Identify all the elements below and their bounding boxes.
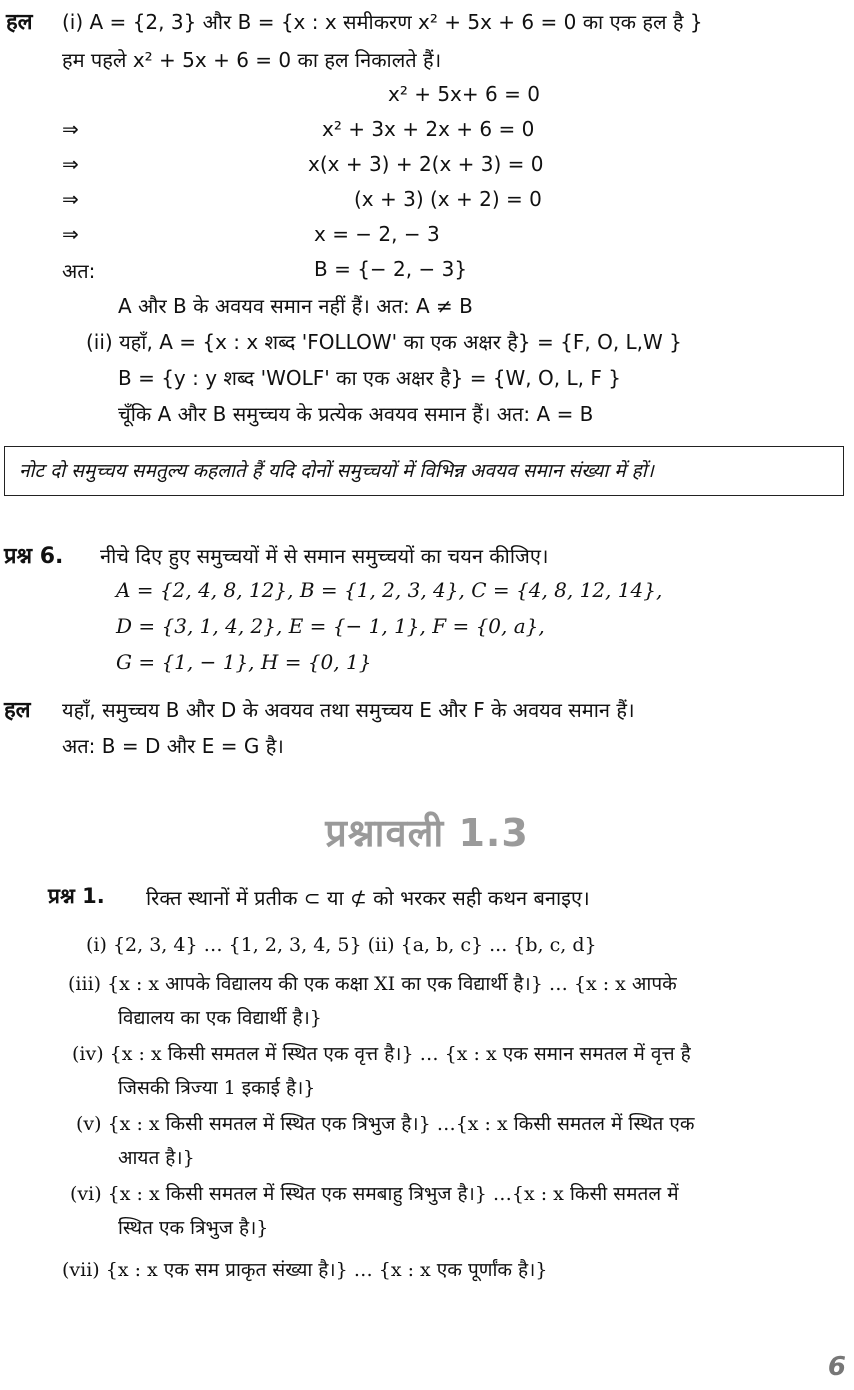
equation-line: B = {− 2, − 3} (314, 257, 468, 281)
question-part: स्थित एक त्रिभुज है।} (118, 1217, 269, 1239)
solution-line: हम पहले x² + 5x + 6 = 0 का हल निकालते हैं। (62, 48, 442, 72)
note-box (4, 446, 844, 496)
question-part: (iv) {x : x किसी समतल में स्थित एक वृत्त है।} … {x : x एक समान समतल में वृत्त है (72, 1043, 691, 1065)
question-text: नीचे दिए हुए समुच्चयों में से समान समुच्चयों का चयन कीजिए। (100, 544, 549, 568)
question-label: प्रश्न 1. (48, 884, 105, 908)
question-label: प्रश्न 6. (4, 544, 64, 569)
implies-arrow: ⇒ (62, 152, 79, 176)
solution-label: हल (4, 698, 31, 723)
equation-line: x² + 5x+ 6 = 0 (388, 82, 540, 106)
equation-line: x² + 3x + 2x + 6 = 0 (322, 117, 535, 141)
question-part: (i) {2, 3, 4} … {1, 2, 3, 4, 5} (ii) {a, b, c} ... {b, c, d} (86, 934, 597, 956)
question-part: (iii) {x : x आपके विद्यालय की एक कक्षा XI का एक विद्यार्थी है।} … {x : x आपके (68, 973, 677, 995)
set-line: A = {2, 4, 8, 12}, B = {1, 2, 3, 4}, C = {4, 8, 12, 14}, (116, 578, 663, 602)
question-part: (vi) {x : x किसी समतल में स्थित एक समबाहु त्रिभुज है।} …{x : x किसी समतल में (70, 1183, 679, 1205)
set-line: G = {1, − 1}, H = {0, 1} (116, 650, 372, 674)
question-part: (vii) {x : x एक सम प्राकृत संख्या है।} … {x : x एक पूर्णांक है।} (62, 1259, 548, 1281)
implies-arrow: ⇒ (62, 187, 79, 211)
page-number: 6 (827, 1352, 846, 1382)
exercise-title: प्रश्नावली 1.3 (325, 811, 529, 855)
solution-line: यहाँ, समुच्चय B और D के अवयव तथा समुच्चय E और F के अवयव समान हैं। (62, 698, 635, 722)
solution-line: अत: B = D और E = G है। (62, 734, 284, 758)
therefore-label: अत: (62, 259, 96, 283)
question-part: विद्यालय का एक विद्यार्थी है।} (118, 1007, 322, 1029)
solution-line: (ii) यहाँ, A = {x : x शब्द 'FOLLOW' का एक अक्षर है} = {F, O, L,W } (86, 330, 682, 354)
solution-line: A और B के अवयव समान नहीं हैं। अत: A ≠ B (118, 294, 473, 318)
equation-line: (x + 3) (x + 2) = 0 (354, 187, 542, 211)
equation-line: x = − 2, − 3 (314, 222, 440, 246)
question-text: रिक्त स्थानों में प्रतीक ⊂ या ⊄ को भरकर सही कथन बनाइए। (146, 886, 590, 910)
question-part: (v) {x : x किसी समतल में स्थित एक त्रिभुज है।} …{x : x किसी समतल में स्थित एक (76, 1113, 695, 1135)
question-part: जिसकी त्रिज्या 1 इकाई है।} (118, 1077, 316, 1099)
solution-line: चूँकि A और B समुच्चय के प्रत्येक अवयव समान हैं। अत: A = B (118, 402, 594, 426)
implies-arrow: ⇒ (62, 222, 79, 246)
note-text: नोट दो समुच्चय समतुल्य कहलाते हैं यदि दोनों समुच्चयों में विभिन्न अवयव समान संख्या में हों। (19, 460, 654, 482)
solution-line: (i) A = {2, 3} और B = {x : x समीकरण x² + 5x + 6 = 0 का एक हल है } (62, 10, 703, 34)
set-line: D = {3, 1, 4, 2}, E = {− 1, 1}, F = {0, a}, (116, 614, 545, 638)
equation-line: x(x + 3) + 2(x + 3) = 0 (308, 152, 544, 176)
solution-line: B = {y : y शब्द 'WOLF' का एक अक्षर है} = {W, O, L, F } (118, 366, 621, 390)
question-part: आयत है।} (118, 1147, 195, 1169)
implies-arrow: ⇒ (62, 117, 79, 141)
solution-label: हल (6, 10, 33, 35)
